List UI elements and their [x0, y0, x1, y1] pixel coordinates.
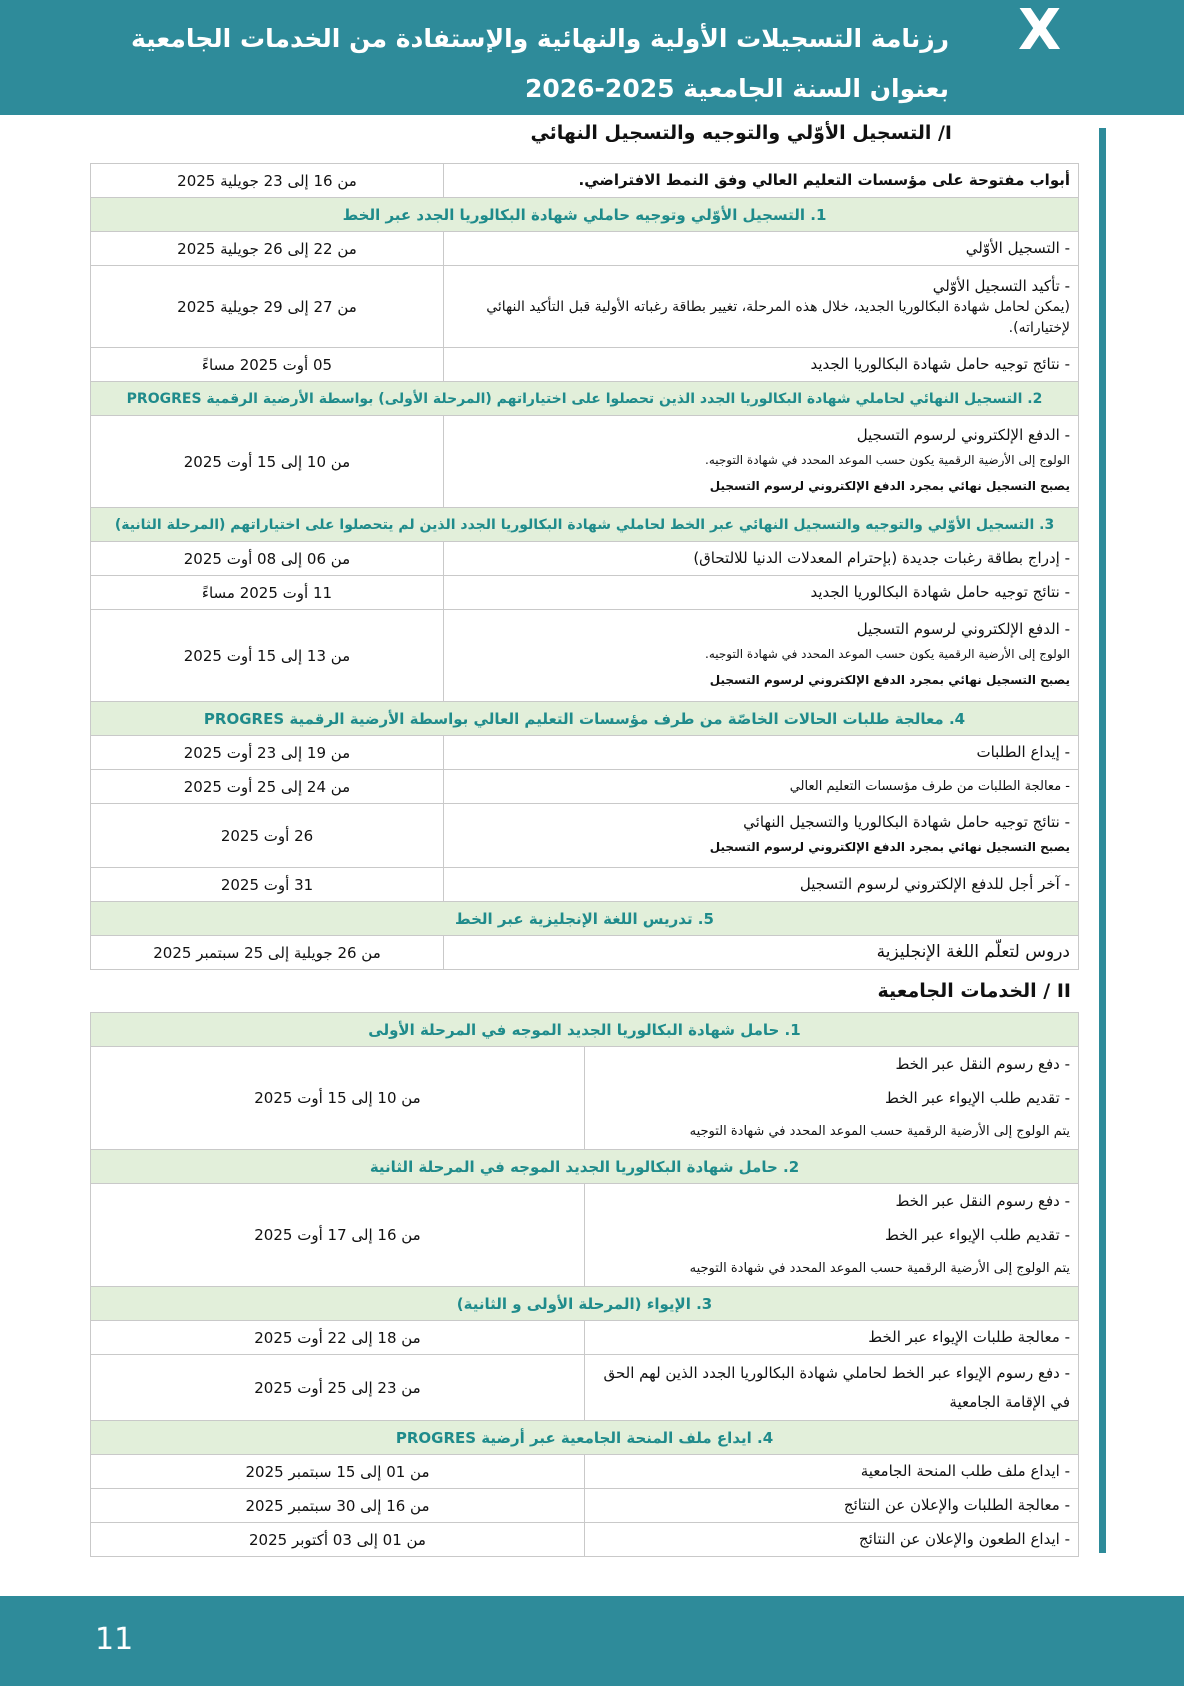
row-date: من 01 إلى 15 سبتمبر 2025	[91, 1455, 585, 1489]
table-row	[91, 868, 1079, 902]
table-row	[91, 266, 1079, 348]
table-row	[91, 736, 1079, 770]
row-description: - ايداع ملف طلب المنحة الجامعية	[585, 1455, 1079, 1489]
table-row	[91, 164, 1079, 198]
table-row	[91, 1489, 1079, 1523]
table-row	[91, 610, 1079, 702]
row-date: 05 أوت 2025 مساءً	[91, 348, 444, 382]
band-title: 5. تدريس اللغة الإنجليزية عبر الخط	[91, 902, 1079, 936]
row-description: - التسجيل الأوّلي	[444, 232, 1079, 266]
table-row	[91, 1184, 1079, 1287]
university-services-table	[90, 1012, 1079, 1557]
band-title: 1. التسجيل الأوّلي وتوجيه حاملي شهادة البكالوريا الجدد عبر الخط	[91, 198, 1079, 232]
row-description	[585, 1047, 1079, 1150]
row-line: - الدفع الإلكتروني لرسوم التسجيل	[856, 620, 1070, 639]
table-row	[91, 348, 1079, 382]
row-description	[444, 804, 1079, 868]
row-note: يتم الولوج إلى الأرضية الرقمية حسب الموعد المحدد في شهادة التوجيه	[689, 1124, 1070, 1139]
band-title: 4. معالجة طلبات الحالات الخاصّة من طرف مؤسسات التعليم العالي بواسطة الأرضية الرقمية PROGRES	[91, 702, 1079, 736]
row-description	[444, 266, 1079, 348]
band-title: 2. حامل شهادة البكالوريا الجديد الموجه في المرحلة الثانية	[91, 1150, 1079, 1184]
row-date: من 13 إلى 15 أوت 2025	[91, 610, 444, 702]
table-row	[91, 1455, 1079, 1489]
row-line: - الدفع الإلكتروني لرسوم التسجيل	[856, 426, 1070, 445]
row-description	[444, 610, 1079, 702]
row-note: الولوج إلى الأرضية الرقمية يكون حسب الموعد المحدد في شهادة التوجيه.	[705, 646, 1070, 661]
row-date: من 06 إلى 08 أوت 2025	[91, 542, 444, 576]
row-date: من 23 إلى 25 أوت 2025	[91, 1355, 585, 1421]
row-description: - ايداع الطعون والإعلان عن النتائج	[585, 1523, 1079, 1557]
table-row	[91, 232, 1079, 266]
row-description: - إيداع الطلبات	[444, 736, 1079, 770]
row-date: من 01 إلى 03 أكتوبر 2025	[91, 1523, 585, 1557]
table-row	[91, 770, 1079, 804]
side-accent-bar	[1099, 128, 1106, 1553]
row-date: من 16 إلى 30 سبتمبر 2025	[91, 1489, 585, 1523]
section-band	[91, 508, 1079, 542]
row-description: - معالجة الطلبات والإعلان عن النتائج	[585, 1489, 1079, 1523]
row-date: من 10 إلى 15 أوت 2025	[91, 1047, 585, 1150]
row-line: - تقديم طلب الإيواء عبر الخط	[885, 1089, 1070, 1107]
close-icon[interactable]: X	[1018, 0, 1062, 63]
page-header	[0, 0, 1184, 115]
row-date: من 24 إلى 25 أوت 2025	[91, 770, 444, 804]
row-description: - نتائج توجيه حامل شهادة البكالوريا الجديد	[444, 576, 1079, 610]
row-description	[444, 416, 1079, 508]
section-band	[91, 1150, 1079, 1184]
band-title: 3. التسجيل الأوّلي والتوجيه والتسجيل النهائي عبر الخط لحاملي شهادة البكالوريا الجدد الذين لم يتحصلوا على اختياراتهم (المرحلة الثانية)	[91, 508, 1079, 542]
table-row	[91, 1321, 1079, 1355]
row-note: يتم الولوج إلى الأرضية الرقمية حسب الموعد المحدد في شهادة التوجيه	[689, 1261, 1070, 1276]
table-row	[91, 936, 1079, 970]
section-1-heading: I/ التسجيل الأوّلي والتوجيه والتسجيل النهائي	[530, 122, 952, 144]
row-line: - دفع رسوم النقل عبر الخط	[895, 1055, 1070, 1073]
row-date: من 27 إلى 29 جويلية 2025	[91, 266, 444, 348]
row-line: - تقديم طلب الإيواء عبر الخط	[885, 1226, 1070, 1244]
row-date: من 22 إلى 26 جويلية 2025	[91, 232, 444, 266]
row-description: - نتائج توجيه حامل شهادة البكالوريا الجديد	[444, 348, 1079, 382]
table-row	[91, 804, 1079, 868]
section-band	[91, 198, 1079, 232]
row-date: من 16 إلى 23 جويلية 2025	[91, 164, 444, 198]
row-date: 26 أوت 2025	[91, 804, 444, 868]
row-description	[585, 1184, 1079, 1287]
band-title: 4. ايداع ملف المنحة الجامعية عبر أرضية PROGRES	[91, 1421, 1079, 1455]
page-number: 11	[95, 1622, 134, 1657]
row-note-bold: يصبح التسجيل نهائي بمجرد الدفع الإلكتروني لرسوم التسجيل	[709, 672, 1070, 687]
row-date: من 19 إلى 23 أوت 2025	[91, 736, 444, 770]
row-date: 11 أوت 2025 مساءً	[91, 576, 444, 610]
row-date: من 26 جويلية إلى 25 سبتمبر 2025	[91, 936, 444, 970]
table-row	[91, 542, 1079, 576]
section-band	[91, 1013, 1079, 1047]
row-date: من 18 إلى 22 أوت 2025	[91, 1321, 585, 1355]
section-band	[91, 1421, 1079, 1455]
section-band	[91, 382, 1079, 416]
table-row	[91, 576, 1079, 610]
row-line: - تأكيد التسجيل الأوّلي	[932, 276, 1070, 295]
table-row	[91, 1355, 1079, 1421]
row-date: من 10 إلى 15 أوت 2025	[91, 416, 444, 508]
band-title: 3. الإيواء (المرحلة الأولى و الثانية)	[91, 1287, 1079, 1321]
row-description: - آخر أجل للدفع الإلكتروني لرسوم التسجيل	[444, 868, 1079, 902]
section-band	[91, 702, 1079, 736]
section-2-heading: II / الخدمات الجامعية	[877, 980, 1071, 1002]
row-description: - معالجة طلبات الإيواء عبر الخط	[585, 1321, 1079, 1355]
table-row	[91, 1523, 1079, 1557]
row-description: - دفع رسوم الإيواء عبر الخط لحاملي شهادة البكالوريا الجدد الذين لهم الحق في الإقامة الجامعية	[585, 1355, 1079, 1421]
row-description: دروس لتعلّم اللغة الإنجليزية	[444, 936, 1079, 970]
section-band	[91, 1287, 1079, 1321]
band-title: 2. التسجيل النهائي لحاملي شهادة البكالوريا الجدد الذين تحصلوا على اختياراتهم (المرحلة الأولى) بواسطة الأرضية الرقمية PROGRES	[91, 382, 1079, 416]
row-note-bold: يصبح التسجيل نهائي بمجرد الدفع الإلكتروني لرسوم التسجيل	[709, 839, 1070, 854]
section-band	[91, 902, 1079, 936]
registration-calendar-table	[90, 163, 1079, 970]
page-footer	[0, 1596, 1184, 1686]
table-row	[91, 1047, 1079, 1150]
row-line: - دفع رسوم النقل عبر الخط	[895, 1192, 1070, 1210]
page-title: رزنامة التسجيلات الأولية والنهائية والإستفادة من الخدمات الجامعية بعنوان السنة الجامعية 2025-2026	[130, 24, 949, 103]
row-description: - معالجة الطلبات من طرف مؤسسات التعليم العالي	[444, 770, 1079, 804]
row-line: - نتائج توجيه حامل شهادة البكالوريا والتسجيل النهائي	[743, 813, 1070, 832]
row-description: أبواب مفتوحة على مؤسسات التعليم العالي وفق النمط الافتراضي.	[444, 164, 1079, 198]
row-note: الولوج إلى الأرضية الرقمية يكون حسب الموعد المحدد في شهادة التوجيه.	[705, 452, 1070, 467]
row-date: 31 أوت 2025	[91, 868, 444, 902]
band-title: 1. حامل شهادة البكالوريا الجديد الموجه في المرحلة الأولى	[91, 1013, 1079, 1047]
row-note-bold: يصبح التسجيل نهائي بمجرد الدفع الإلكتروني لرسوم التسجيل	[709, 478, 1070, 493]
table-row	[91, 416, 1079, 508]
row-note: (يمكن لحامل شهادة البكالوريا الجديد، خلال هذه المرحلة، تغيير بطاقة رغباته الأولية قبل التأكيد النهائي لإختياراته).	[486, 299, 1070, 336]
row-date: من 16 إلى 17 أوت 2025	[91, 1184, 585, 1287]
row-description: - إدراج بطاقة رغبات جديدة (بإحترام المعدلات الدنيا للالتحاق)	[444, 542, 1079, 576]
